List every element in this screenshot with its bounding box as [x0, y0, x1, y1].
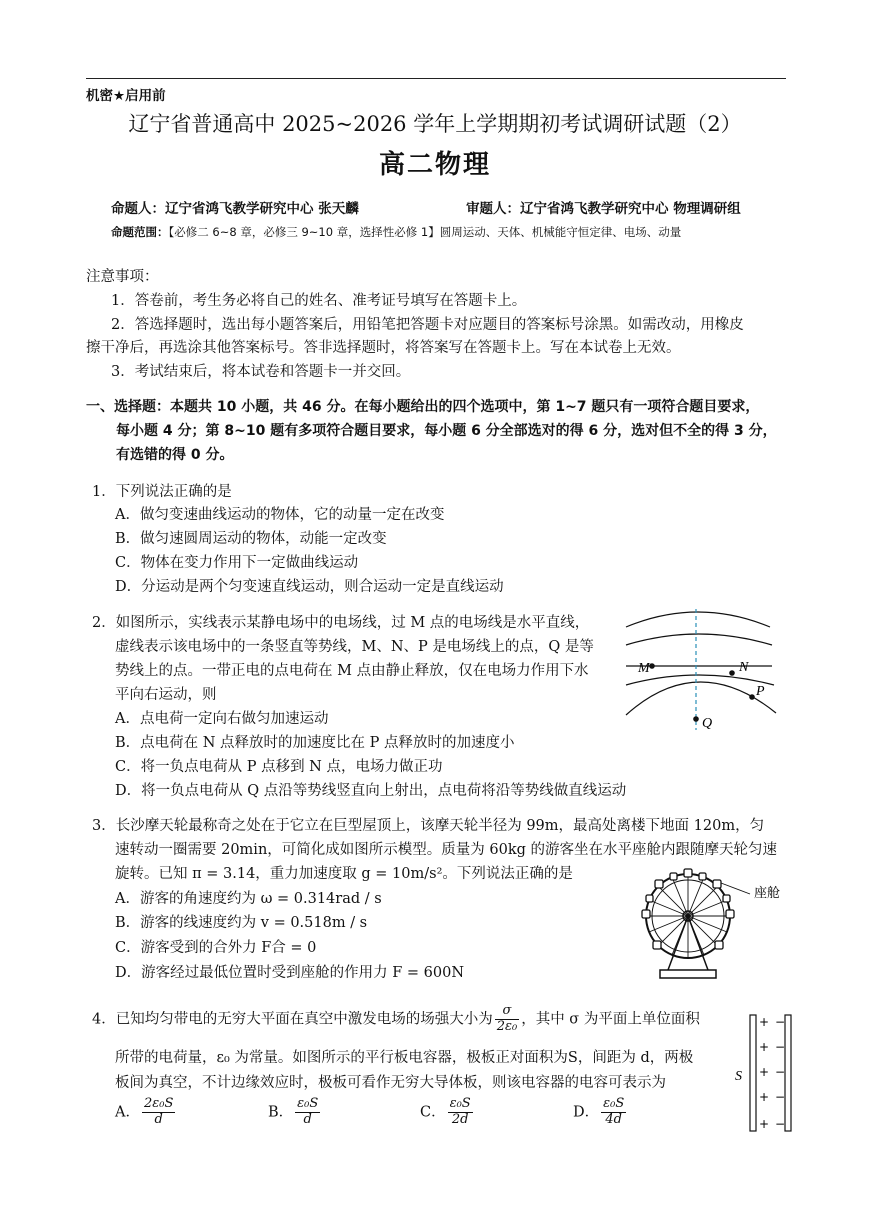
- q2-option-b: B．点电荷在 N 点释放时的加速度比在 P 点释放时的加速度小: [115, 735, 515, 751]
- svg-text:+: +: [759, 1117, 770, 1131]
- option-num: ε₀S: [603, 1096, 625, 1111]
- confidential-mark: 机密★启用前: [86, 88, 166, 104]
- q1-option-b: B．做匀速圆周运动的物体，动能一定改变: [115, 531, 387, 547]
- cabin-label: 座舱: [754, 886, 781, 901]
- notes-heading: 注意事项：: [86, 269, 159, 285]
- svg-text:+: +: [759, 1015, 770, 1029]
- svg-text:+: +: [759, 1040, 770, 1054]
- point-p: [749, 694, 755, 700]
- q4-option-d: [573, 1097, 628, 1128]
- q3-option-a: A．游客的角速度约为 ω = 0.314rad / s: [115, 891, 382, 907]
- label-q: Q: [702, 716, 713, 731]
- svg-text:−: −: [775, 1090, 786, 1104]
- option-num: 2ε₀S: [143, 1096, 174, 1111]
- point-q: [693, 716, 699, 722]
- author: 命题人：辽宁省鸿飞教学研究中心 张天麟: [111, 201, 359, 217]
- positive-plate: [750, 1015, 756, 1131]
- field-line-bottom-1: [626, 675, 774, 685]
- option-label: D．: [573, 1104, 600, 1121]
- svg-text:−: −: [775, 1117, 786, 1131]
- field-fraction: [495, 1004, 519, 1035]
- q2-option-c: C．将一负点电荷从 P 点移到 N 点，电场力做正功: [115, 759, 443, 775]
- negative-plate: [785, 1015, 791, 1131]
- q4-option-c: [420, 1097, 475, 1128]
- plate-charges: [759, 1015, 785, 1131]
- svg-text:−: −: [775, 1015, 786, 1029]
- label-n: N: [739, 660, 749, 675]
- wheel: [642, 869, 734, 958]
- q2-stem-3: 势线上的点。一带正电的点电荷在 M 点由静止释放，仅在电场力作用下水: [115, 663, 589, 679]
- fraction-den: 2ε₀: [496, 1018, 518, 1034]
- field-line-top-2: [626, 634, 772, 645]
- q1-option-c: C．物体在变力作用下一定做曲线运动: [115, 555, 359, 571]
- capacitor-figure: [732, 1012, 800, 1134]
- note-2a: 2．答选择题时，选出每小题答案后，用铅笔把答题卡对应题目的答案标号涂黑。如需改动，用橡皮: [111, 317, 744, 333]
- scope-text: 【必修二 6~8 章，必修三 9~10 章，选择性必修 1】圆周运动、天体、机械能守恒定律、电场、动量: [168, 225, 682, 239]
- note-3: 3．考试结束后，将本试卷和答题卡一并交回。: [111, 364, 411, 380]
- q1-option-a: A．做匀变速曲线运动的物体，它的动量一定在改变: [115, 507, 445, 523]
- label-m: M: [638, 661, 650, 676]
- option-label: A．: [115, 1104, 140, 1121]
- svg-text:+: +: [759, 1065, 770, 1079]
- top-rule: [86, 78, 786, 79]
- q3-option-d: D．游客经过最低位置时受到座舱的作用力 F = 600N: [115, 965, 465, 981]
- q2-option-a: A．点电荷一定向右做匀加速运动: [115, 711, 329, 727]
- option-den: d: [303, 1111, 312, 1127]
- section-heading-3: 有选错的得 0 分。: [116, 447, 234, 463]
- svg-text:−: −: [775, 1065, 786, 1079]
- exam-title: 辽宁省普通高中 2025~2026 学年上学期期初考试调研试题（2）: [128, 112, 742, 136]
- q3-option-b: B．游客的线速度约为 v = 0.518m / s: [115, 915, 368, 931]
- area-label: S: [735, 1069, 742, 1084]
- svg-text:+: +: [759, 1090, 770, 1104]
- fraction-num: σ: [495, 1004, 519, 1020]
- q3-stem-3: 旋转。已知 π = 3.14，重力加速度取 g = 10m/s²。下列说法正确的是: [115, 866, 573, 882]
- q2-option-d: D．将一负点电荷从 Q 点沿等势线竖直向上射出，点电荷将沿等势线做直线运动: [115, 783, 627, 799]
- q4-stem-2: 所带的电荷量，ε₀ 为常量。如图所示的平行板电容器，极板正对面积为S，间距为 d，两极: [115, 1050, 694, 1066]
- q4-option-b: [268, 1097, 322, 1128]
- svg-text:−: −: [775, 1040, 786, 1054]
- q3-stem-1: 3．长沙摩天轮最称奇之处在于它立在巨型屋顶上，该摩天轮半径为 99m，最高处离楼下地面 120m，匀: [92, 818, 765, 834]
- q1-stem: 1．下列说法正确的是: [92, 484, 232, 500]
- label-p: P: [756, 684, 765, 699]
- reviewer: 审题人：辽宁省鸿飞教学研究中心 物理调研组: [466, 201, 741, 217]
- point-m: [649, 663, 655, 669]
- electric-field-figure: [620, 605, 780, 735]
- scope: [111, 224, 681, 240]
- q2-stem-2: 虚线表示该电场中的一条竖直等势线，M、N、P 是电场线上的点，Q 是等: [115, 639, 594, 655]
- section-heading-1: 一、选择题：本题共 10 小题，共 46 分。在每小题给出的四个选项中，第 1~7 题只有一项符合题目要求，: [86, 399, 760, 415]
- option-label: C．: [420, 1104, 446, 1121]
- scope-label: 命题范围：: [111, 225, 169, 239]
- q2-stem-1: 2．如图所示，实线表示某静电场中的电场线，过 M 点的电场线是水平直线，: [92, 615, 590, 631]
- note-2b: 擦干净后，再选涂其他答案标号。答非选择题时，将答案写在答题卡上。写在本试卷上无效。: [86, 340, 681, 356]
- ferris-wheel-figure: [630, 866, 790, 986]
- q2-stem-4: 平向右运动，则: [115, 687, 217, 703]
- section-heading-2: 每小题 4 分；第 8~10 题有多项符合题目要求，每小题 6 分全部选对的得 6 分，选对但不全的得 3 分，: [116, 423, 777, 439]
- note-1: 1．答卷前，考生务必将自己的姓名、准考证号填写在答题卡上。: [111, 293, 527, 309]
- q4-stem-1b: ，其中 σ 为平面上单位面积: [521, 1011, 700, 1028]
- q4-stem-1a: 4．已知均匀带电的无穷大平面在真空中激发电场的场强大小为: [92, 1011, 493, 1028]
- field-line-top-1: [626, 612, 770, 627]
- option-den: d: [154, 1111, 163, 1127]
- point-n: [729, 670, 735, 676]
- cabin-pointer: [721, 883, 750, 894]
- option-label: B．: [268, 1104, 294, 1121]
- q3-option-c: C．游客受到的合外力 F合 = 0: [115, 940, 317, 956]
- option-num: ε₀S: [297, 1096, 319, 1111]
- q4-stem-3: 板间为真空，不计边缘效应时，极板可看作无穷大导体板，则该电容器的电容可表示为: [115, 1075, 666, 1091]
- option-den: 2d: [451, 1111, 469, 1127]
- q4-stem-1: [92, 1004, 700, 1035]
- subject-title: 高二物理: [378, 150, 491, 180]
- q1-option-d: D．分运动是两个匀变速直线运动，则合运动一定是直线运动: [115, 579, 504, 595]
- option-den: 4d: [605, 1111, 622, 1127]
- option-num: ε₀S: [449, 1096, 471, 1111]
- q4-option-a: [115, 1097, 177, 1128]
- q3-stem-2: 速转动一圈需要 20min，可简化成如图所示模型。质量为 60kg 的游客坐在水平座舱内跟随摩天轮匀速: [115, 842, 778, 858]
